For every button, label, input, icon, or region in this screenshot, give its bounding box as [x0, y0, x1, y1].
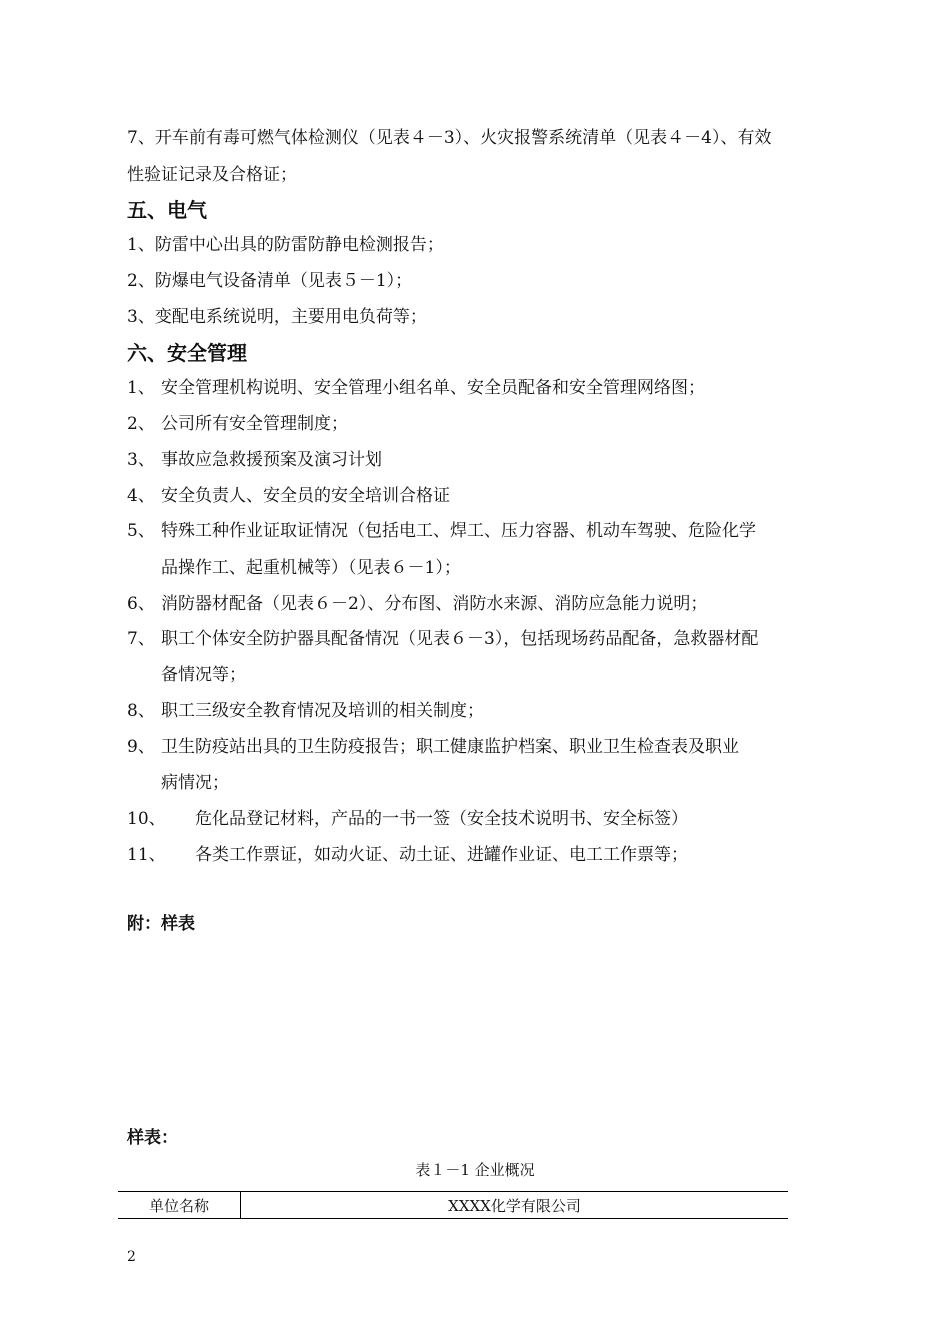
intro-line-2: 性验证记录及合格证；	[127, 165, 297, 185]
item-number: 5、	[127, 521, 155, 541]
item-number: 7、	[127, 629, 155, 649]
section-6-item	[127, 593, 707, 615]
section-6-item	[127, 844, 688, 866]
item-number: 3、	[127, 450, 155, 470]
section-6-item-continuation: 病情况；	[161, 773, 229, 793]
item-text: 安全负责人、安全员的安全培训合格证	[161, 486, 450, 506]
section-6-item	[127, 736, 739, 758]
item-text: 卫生防疫站出具的卫生防疫报告；职工健康监护档案、职业卫生检查表及职业	[161, 737, 739, 757]
item-text: 各类工作票证，如动火证、动土证、进罐作业证、电工工作票等；	[195, 845, 688, 865]
item-text: 职工个体安全防护器具配备情况（见表６－3），包括现场药品配备，急救器材配	[161, 629, 759, 649]
section-6-item	[127, 808, 688, 830]
item-number: 4、	[127, 486, 155, 506]
section-6-item	[127, 700, 484, 722]
section-6-item	[127, 413, 348, 435]
item-number: 6、	[127, 594, 155, 614]
section-5-title: 五、电气	[127, 198, 207, 222]
item-text: 特殊工种作业证取证情况（包括电工、焊工、压力容器、机动车驾驶、危险化学	[161, 521, 756, 541]
item-text: 安全管理机构说明、安全管理小组名单、安全员配备和安全管理网络图；	[161, 378, 705, 398]
item-text: 公司所有安全管理制度；	[161, 414, 348, 434]
table-row	[118, 1192, 788, 1219]
item-number: 11、	[127, 845, 166, 865]
section-6-item	[127, 628, 758, 650]
item-number: 1、	[127, 378, 155, 398]
sample-table-label: 样表：	[127, 1128, 178, 1148]
section-5-item: 3、变配电系统说明，主要用电负荷等；	[127, 307, 427, 327]
appendix-label: 附：样表	[127, 914, 195, 934]
section-6-item	[127, 449, 382, 471]
item-text: 职工三级安全教育情况及培训的相关制度；	[161, 701, 484, 721]
section-5-item: 2、防爆电气设备清单（见表５－1）；	[127, 271, 413, 291]
item-text: 事故应急救援预案及演习计划	[161, 450, 382, 470]
item-text: 消防器材配备（见表６－2）、分布图、消防水来源、消防应急能力说明；	[161, 594, 708, 614]
section-6-item	[127, 377, 705, 399]
table-caption: 表１－1 企业概况	[415, 1161, 535, 1179]
table-cell-value: XXXX化学有限公司	[448, 1196, 581, 1215]
section-6-item-continuation: 备情况等；	[161, 665, 246, 685]
table-cell-label: 单位名称	[118, 1192, 241, 1219]
item-text: 危化品登记材料，产品的一书一签（安全技术说明书、安全标签）	[195, 809, 688, 829]
company-overview-table	[118, 1191, 788, 1219]
section-6-title: 六、安全管理	[127, 341, 247, 365]
item-number: 8、	[127, 701, 155, 721]
section-6-item	[127, 485, 450, 507]
item-number: 2、	[127, 414, 155, 434]
section-6-item	[127, 520, 756, 542]
intro-line-1: 7、开车前有毒可燃气体检测仪（见表４－3）、火灾报警系统清单（见表４－4）、有效	[127, 128, 772, 148]
item-number: 10、	[127, 809, 166, 829]
page-number: 2	[127, 1249, 136, 1265]
item-number: 9、	[127, 737, 155, 757]
section-5-item: 1、防雷中心出具的防雷防静电检测报告；	[127, 235, 444, 255]
section-6-item-continuation: 品操作工、起重机械等）（见表６－1）；	[161, 558, 461, 578]
